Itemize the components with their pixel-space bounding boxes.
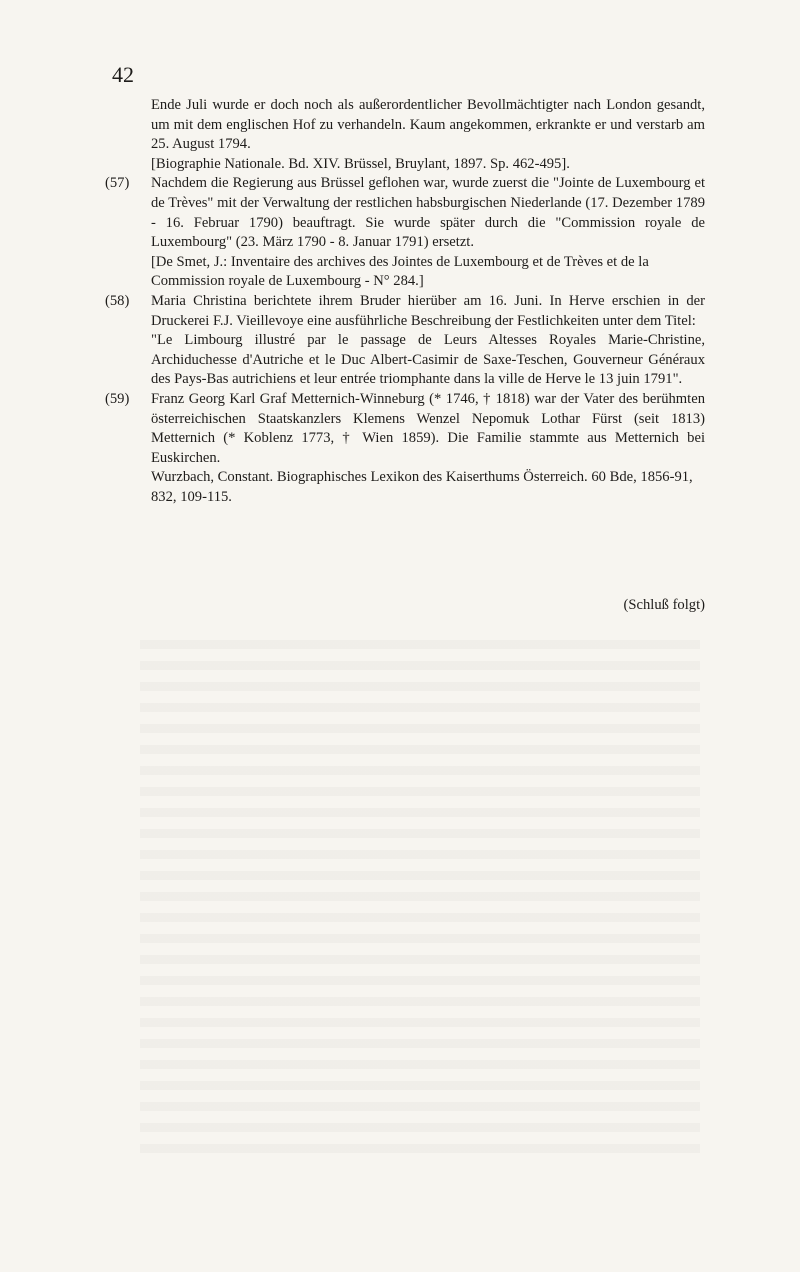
footnote-body <box>151 96 705 174</box>
footnote-59 <box>105 390 705 508</box>
page-number: 42 <box>112 62 134 87</box>
show-through-text <box>140 640 700 1160</box>
footnote-text: Franz Georg Karl Graf Metternich-Winneburg (* 1746, † 1818) war der Vater des berühmten österreichischen Staatskanzlers Klemens Wenzel Nepomuk Lothar Fürst (seit 1813) Metternich (* Koblenz 1773, † Wien 1859). Die Familie stammte aus Metternich bei Euskirchen. <box>151 390 705 466</box>
footnote-body <box>151 390 705 508</box>
footnotes <box>105 96 705 507</box>
footnote-number: (58) <box>105 292 130 309</box>
footnote-text: Ende Juli wurde er doch noch als außerordentlicher Bevollmächtigter nach London gesandt, um mit dem englischen Hof zu verhandeln. Kaum angekommen, erkrankte er und verstarb am 25. August 1794. <box>151 97 705 153</box>
footnote-source: Wurzbach, Constant. Biographisches Lexikon des Kaiserthums Österreich. 60 Bde, 1856-91, 832, 109-115. <box>151 469 693 505</box>
footnote-number: (59) <box>105 390 130 407</box>
footnote-source: [De Smet, J.: Inventaire des archives des Jointes de Luxembourg et de Trèves et de la Commission royale de Luxembourg - N° 284.] <box>151 253 649 290</box>
footnote-continued <box>105 96 705 174</box>
footnote-58 <box>105 292 705 390</box>
footnote-body <box>151 292 705 390</box>
footnote-quoted-title: "Le Limbourg illustré par le passage de Leurs Altesses Royales Marie-Christine, Archiduchesse d'Autriche et le Duc Albert-Casimir de Saxe-Teschen, Gouverneur Généraux des Pays-Bas autrichiens et leur entrée triomphante dans la ville de Herve le 13 juin 1791". <box>151 332 705 388</box>
footnote-source: [Biographie Nationale. Bd. XIV. Brüssel, Bruylant, 1897. Sp. 462-495]. <box>151 155 570 172</box>
to-be-continued-note: (Schluß folgt) <box>623 597 705 613</box>
footnote-text: Nachdem die Regierung aus Brüssel geflohen war, wurde zuerst die "Jointe de Luxembourg et de Trèves" mit der Verwaltung der restlichen habsburgischen Niederlande (17. Dezember 1789 - 16. Februar 1790) beauftragt. Sie wurde später durch die "Commission royale de Luxembourg" (23. März 1790 - 8. Januar 1791) ersetzt. <box>151 175 705 251</box>
footnote-number: (57) <box>105 175 130 192</box>
footnote-text: Maria Christina berichtete ihrem Bruder hierüber am 16. Juni. In Herve erschien in der Druckerei F.J. Vieillevoye eine ausführliche Beschreibung der Festlichkeiten unter dem Titel: <box>151 292 705 329</box>
footnote-57 <box>105 174 705 292</box>
footnote-body <box>151 174 705 292</box>
